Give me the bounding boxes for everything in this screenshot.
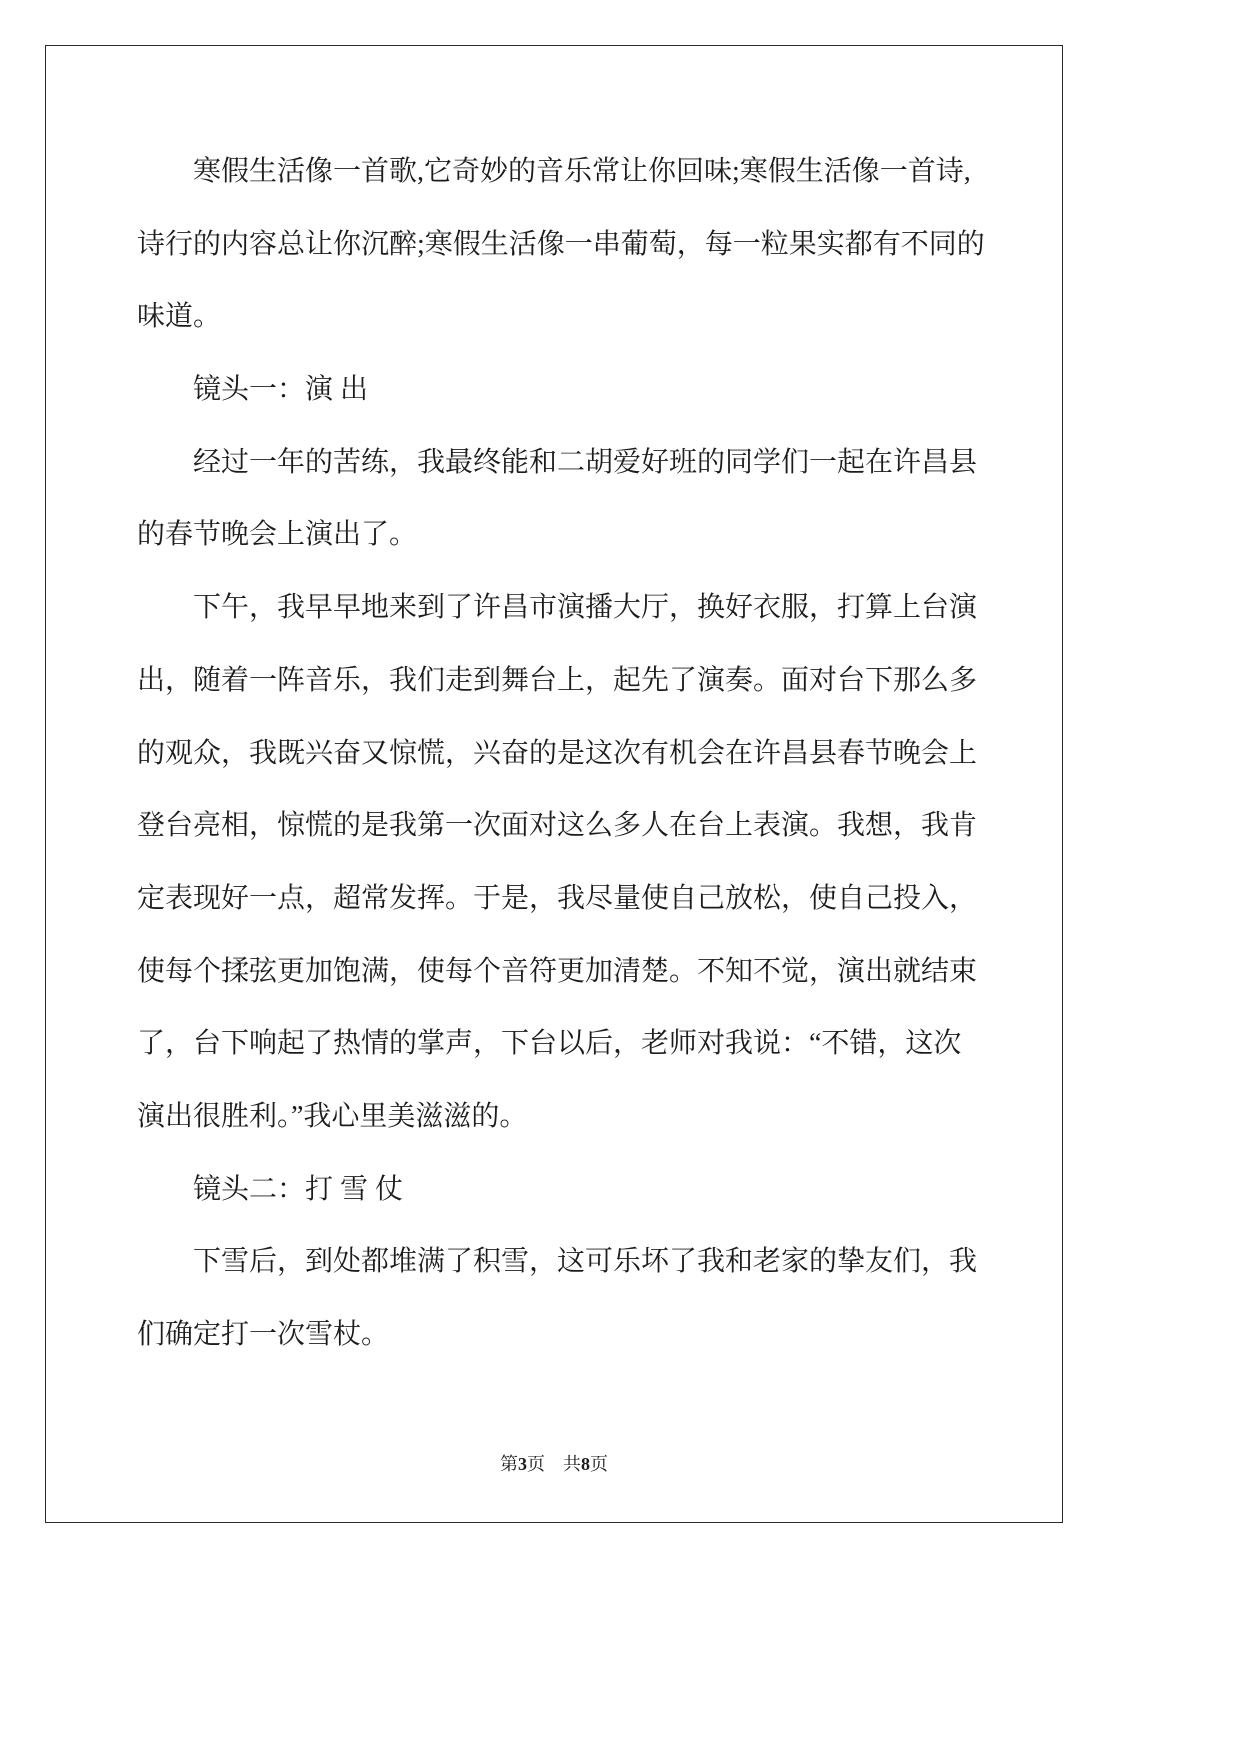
paragraph-line: 诗行的内容总让你沉醉;寒假生活像一串葡萄，每一粒果实都有不同的 [137, 228, 985, 260]
heading-line: 镜头二：打 雪 仗 [193, 1173, 404, 1205]
section-heading-scene-two [137, 1154, 977, 1227]
paragraph-line: 寒假生活像一首歌,它奇妙的音乐常让你回味;寒假生活像一首诗, [193, 156, 971, 187]
total-page-count: 8 [581, 1454, 590, 1474]
paragraph-line: 下午，我早早地来到了许昌市演播大厅，换好衣服，打算上台演 [193, 592, 978, 624]
page-footer [45, 1450, 1063, 1478]
paragraph-line: 使每个揉弦更加饱满，使每个音符更加清楚。不知不觉，演出就结束 [137, 955, 978, 987]
snowball-paragraph [137, 1226, 977, 1371]
paragraph-line: 出，随着一阵音乐，我们走到舞台上，起先了演奏。面对台下那么多 [137, 664, 978, 696]
paragraph-line: 登台亮相，惊慌的是我第一次面对这么多人在台上表演。我想，我肯 [137, 810, 978, 842]
current-page-number: 3 [518, 1454, 527, 1474]
intro-paragraph [137, 136, 985, 354]
current-page-indicator [500, 1454, 545, 1474]
practice-paragraph [137, 427, 977, 572]
paragraph-line: 经过一年的苦练，我最终能和二胡爱好班的同学们一起在许昌县 [193, 446, 978, 478]
performance-paragraph [137, 572, 977, 1154]
heading-line: 镜头一：演 出 [193, 374, 369, 406]
document-body [137, 136, 985, 1372]
paragraph-line: 定表现好一点，超常发挥。于是，我尽量使自己放松，使自己投入， [137, 882, 978, 914]
page-suffix: 页 [527, 1454, 545, 1474]
paragraph-line: 的春节晚会上演出了。 [137, 519, 418, 551]
total-suffix: 页 [590, 1454, 608, 1474]
paragraph-line: 味道。 [137, 301, 222, 333]
paragraph-line: 的观众，我既兴奋又惊慌，兴奋的是这次有机会在许昌县春节晚会上 [137, 737, 978, 769]
paragraph-line: 们确定打一次雪杖。 [137, 1319, 390, 1350]
paragraph-line: 了，台下响起了热情的掌声，下台以后，老师对我说：“不错，这次 [137, 1028, 962, 1060]
paragraph-line: 演出很胜利。”我心里美滋滋的。 [137, 1100, 528, 1132]
total-pages-indicator [563, 1454, 608, 1474]
paragraph-line: 下雪后，到处都堆满了积雪，这可乐坏了我和老家的挚友们，我 [193, 1246, 978, 1278]
section-heading-scene-one [137, 354, 977, 427]
total-prefix: 共 [563, 1454, 581, 1474]
page-prefix: 第 [500, 1454, 518, 1474]
